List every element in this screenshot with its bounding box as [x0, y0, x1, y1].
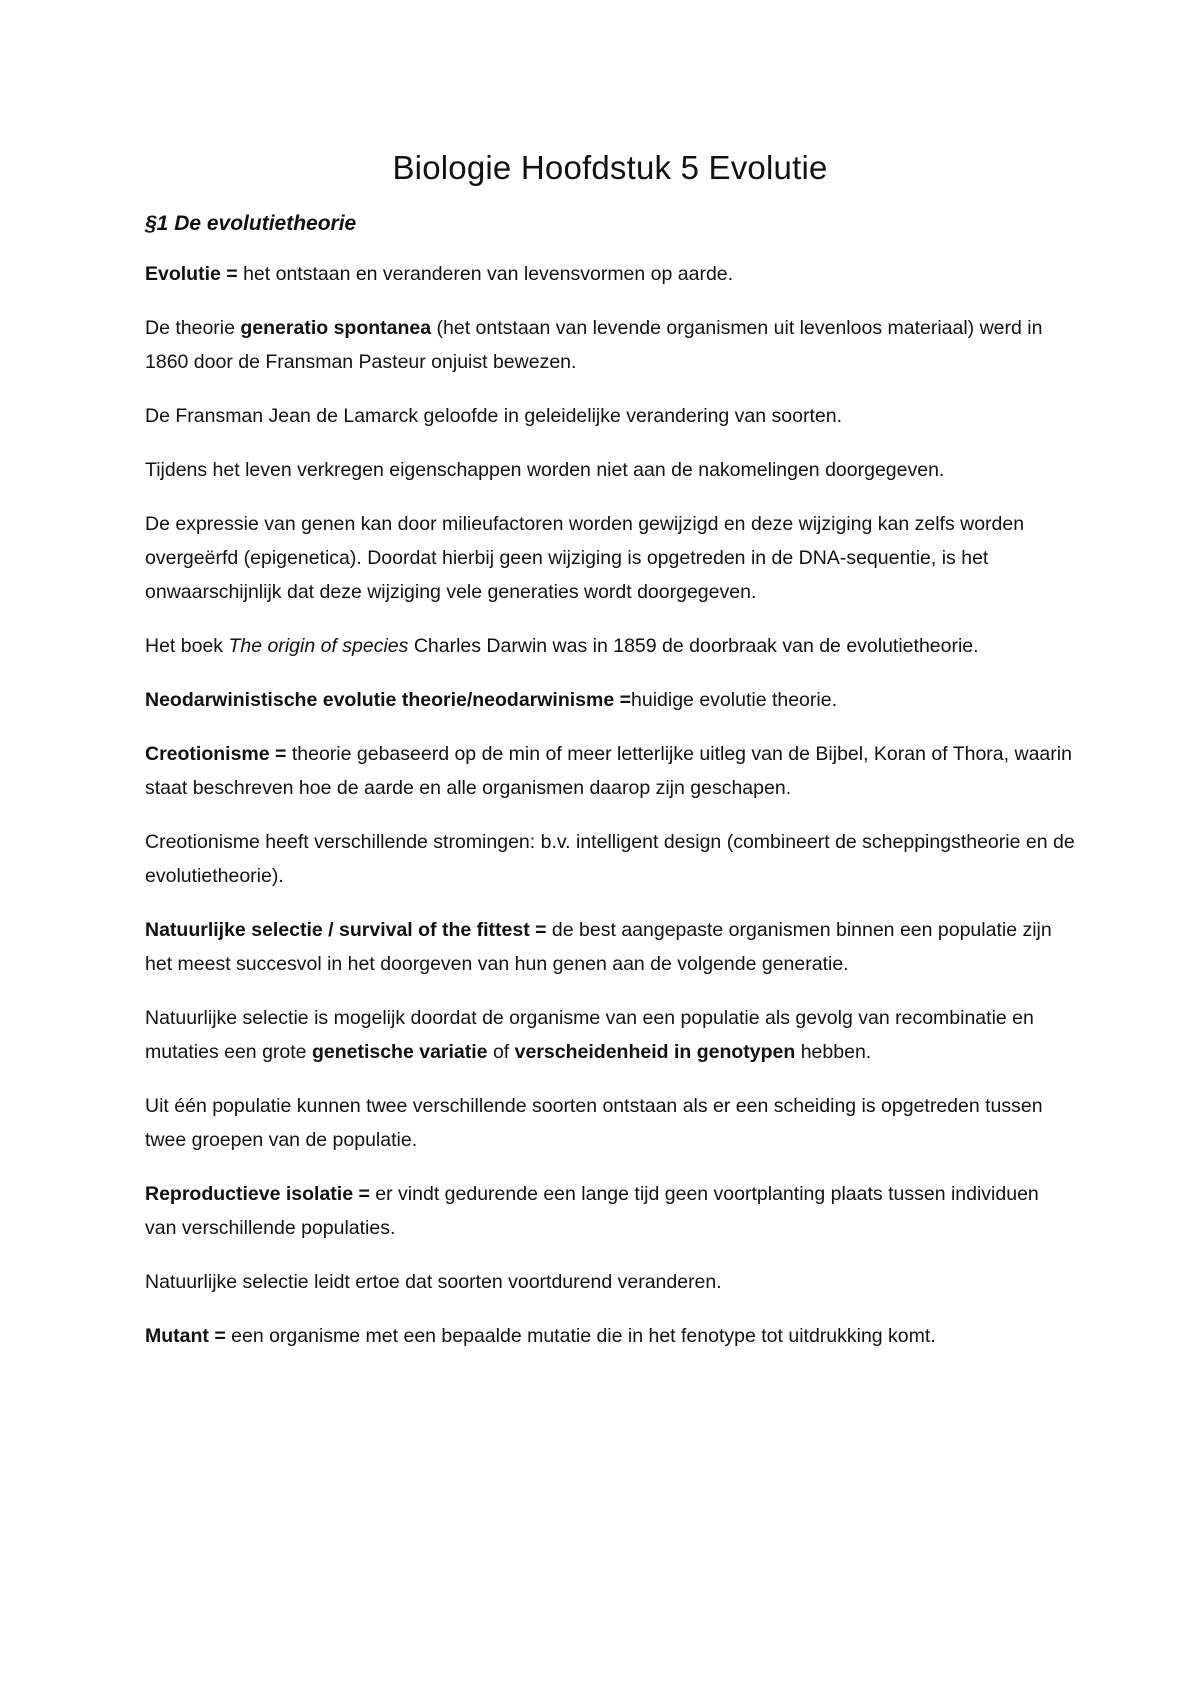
document-title: Biologie Hoofdstuk 5 Evolutie: [392, 149, 828, 186]
text-segment: Charles Darwin was in 1859 de doorbraak van de evolutietheorie.: [408, 634, 979, 657]
text-segment: Natuurlijke selectie is mogelijk doordat de organisme van een populatie als gevolg van recombinatie en mutaties een grote: [145, 1006, 1034, 1063]
text-segment: (het ontstaan van levende organismen uit levenloos materiaal) werd in 1860 door de Fransman Pasteur onjuist bewezen.: [145, 316, 1043, 373]
term-genetische-variatie: genetische variatie: [311, 1040, 488, 1063]
term-natuurlijke-selectie: Natuurlijke selectie / survival of the fittest =: [145, 918, 547, 941]
paragraph-neodarwinisme: [145, 683, 1075, 717]
paragraph-genetische-variatie: [145, 1001, 1075, 1069]
definition-evolutie: het ontstaan en veranderen van levensvormen op aarde.: [237, 262, 734, 285]
term-generatio-spontanea: generatio spontanea: [240, 316, 432, 339]
paragraph-eigenschappen: Tijdens het leven verkregen eigenschappen worden niet aan de nakomelingen doorgegeven.: [145, 458, 945, 481]
term-reproductieve-isolatie: Reproductieve isolatie =: [145, 1182, 370, 1205]
definition-neodarwinisme: huidige evolutie theorie.: [631, 688, 837, 711]
paragraph-epigenetica: De expressie van genen kan door milieufactoren worden gewijzigd en deze wijziging kan zelfs worden overgeërfd (epigenetica). Doordat hierbij geen wijziging is opgetreden in de DNA-sequentie, is het onwaarschijnlijk dat deze wijziging vele generaties wordt doorgegeven.: [145, 512, 1025, 603]
term-evolutie: Evolutie =: [145, 262, 238, 285]
paragraph-veranderen: Natuurlijke selectie leidt ertoe dat soorten voortdurend veranderen.: [145, 1270, 722, 1293]
text-segment: De theorie: [145, 316, 241, 339]
paragraph-generatio-spontanea: [145, 311, 1075, 379]
definition-natuurlijke-selectie: de best aangepaste organismen binnen een populatie zijn het meest succesvol in het doorgeven van hun genen aan de volgende generatie.: [145, 918, 1052, 975]
definition-creotionisme: theorie gebaseerd op de min of meer letterlijke uitleg van de Bijbel, Koran of Thora, waarin staat beschreven hoe de aarde en alle organismen daarop zijn geschapen.: [145, 742, 1072, 799]
document-content: [145, 148, 1075, 1373]
paragraph-lamarck: De Fransman Jean de Lamarck geloofde in geleidelijke verandering van soorten.: [145, 404, 842, 427]
term-neodarwinisme: Neodarwinistische evolutie theorie/neodarwinisme =: [145, 688, 632, 711]
text-segment: of: [487, 1040, 515, 1063]
paragraph-mutant: [145, 1319, 1075, 1353]
paragraph-stromingen: Creotionisme heeft verschillende stromingen: b.v. intelligent design (combineert de scheppingstheorie en de evolutietheorie).: [145, 830, 1075, 887]
definition-mutant: een organisme met een bepaalde mutatie die in het fenotype tot uitdrukking komt.: [225, 1324, 936, 1347]
paragraph-reproductieve-isolatie: [145, 1177, 1075, 1245]
section-heading: §1 De evolutietheorie: [145, 211, 357, 235]
definition-reproductieve-isolatie: er vindt gedurende een lange tijd geen voortplanting plaats tussen individuen van verschillende populaties.: [145, 1182, 1039, 1239]
book-title: The origin of species: [228, 634, 409, 657]
term-mutant: Mutant =: [145, 1324, 226, 1347]
paragraph-creotionisme: [145, 737, 1075, 805]
paragraph-darwin: [145, 629, 1075, 663]
paragraph-natuurlijke-selectie: [145, 913, 1075, 981]
text-segment: Het boek: [145, 634, 229, 657]
paragraph-soortvorming: Uit één populatie kunnen twee verschillende soorten ontstaan als er een scheiding is opgetreden tussen twee groepen van de populatie.: [145, 1094, 1043, 1151]
term-verscheidenheid: verscheidenheid in genotypen: [514, 1040, 796, 1063]
text-segment: hebben.: [795, 1040, 872, 1063]
term-creotionisme: Creotionisme =: [145, 742, 287, 765]
paragraph-evolutie: [145, 257, 1075, 291]
